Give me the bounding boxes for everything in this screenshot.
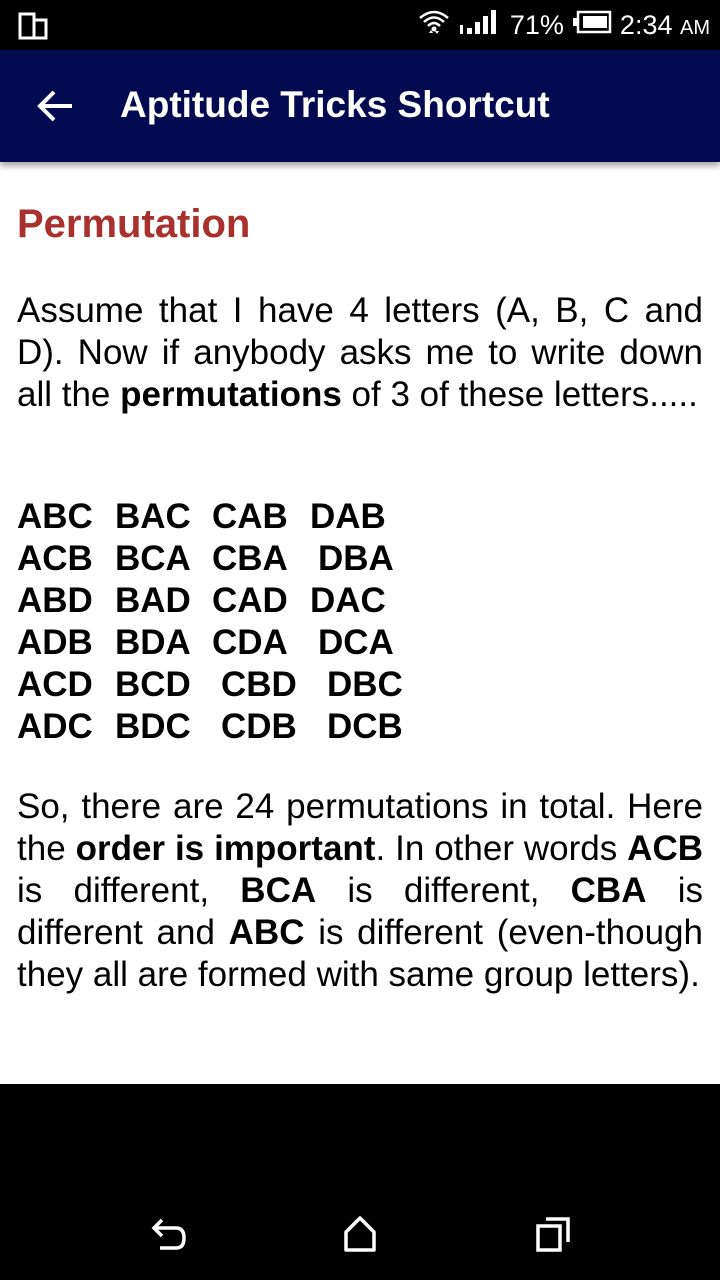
screen-mirror-icon [18,12,48,45]
explain-bold-1: order is important [75,829,376,868]
explanation-paragraph [17,786,703,996]
intro-bold: permutations [120,375,342,414]
explain-bold-2: ACB [627,829,703,868]
app-bar [0,50,720,162]
clock-time: 2:34 [619,9,673,40]
perm-cell: CAB [212,497,288,536]
perm-cell: DAC [310,581,386,620]
explain-text-5: is different and [17,871,703,952]
perm-row [17,538,403,580]
clock-ampm: AM [680,16,710,39]
arrow-left-icon[interactable] [36,86,76,126]
explain-text-3: is different, [17,871,241,910]
perm-cell: CDA [212,623,288,662]
recents-nav-icon[interactable] [534,1214,574,1254]
battery-percent: 71% [509,9,564,40]
battery-icon [572,10,612,41]
explain-bold-5: ABC [228,913,305,952]
perm-row [17,622,403,664]
page-title: Aptitude Tricks Shortcut [120,84,550,125]
status-bar [0,0,720,50]
perm-cell: DCA [318,623,394,662]
intro-text-1: Assume that I have 4 letters (A, B, C and D). Now if anybody asks me to write down all the [17,291,703,414]
permutation-grid [17,496,403,748]
perm-cell: BAD [115,581,191,620]
perm-cell: CDB [221,707,297,746]
explain-text-4: is different, [316,871,571,910]
perm-cell: CBA [212,539,288,578]
explain-bold-4: CBA [570,871,647,910]
perm-cell: BCA [115,539,191,578]
explain-text-2: . In other words [375,829,628,868]
perm-cell: ACB [17,539,93,578]
article-content [0,162,720,1084]
perm-cell: DCB [327,707,403,746]
perm-row [17,706,403,748]
perm-cell: ADB [17,623,93,662]
explain-text-6: is different (even-though they all are formed with same group letters). [17,913,703,994]
perm-row [17,496,403,538]
perm-cell: DBA [318,539,394,578]
explain-text-1: So, there are 24 permutations in total. Here the [17,787,703,868]
perm-cell: ABD [17,581,93,620]
perm-row [17,580,403,622]
intro-paragraph [17,290,703,416]
home-nav-icon[interactable] [340,1214,380,1254]
section-heading: Permutation [17,202,251,246]
perm-cell: BDA [115,623,191,662]
perm-cell: CAD [212,581,288,620]
back-nav-icon[interactable] [148,1214,188,1254]
signal-icon [458,8,500,43]
explain-bold-3: BCA [240,871,317,910]
perm-cell: ACD [17,665,93,704]
wifi-icon [418,6,450,45]
intro-text-2: of 3 of these letters..... [341,375,698,414]
perm-row [17,664,403,706]
perm-cell: ADC [17,707,93,746]
perm-cell: DBC [327,665,403,704]
perm-cell: BCD [115,665,191,704]
perm-cell: DAB [310,497,386,536]
clock [620,10,710,41]
perm-cell: BAC [115,497,191,536]
perm-cell: ABC [17,497,93,536]
perm-cell: CBD [221,665,297,704]
perm-cell: BDC [115,707,191,746]
